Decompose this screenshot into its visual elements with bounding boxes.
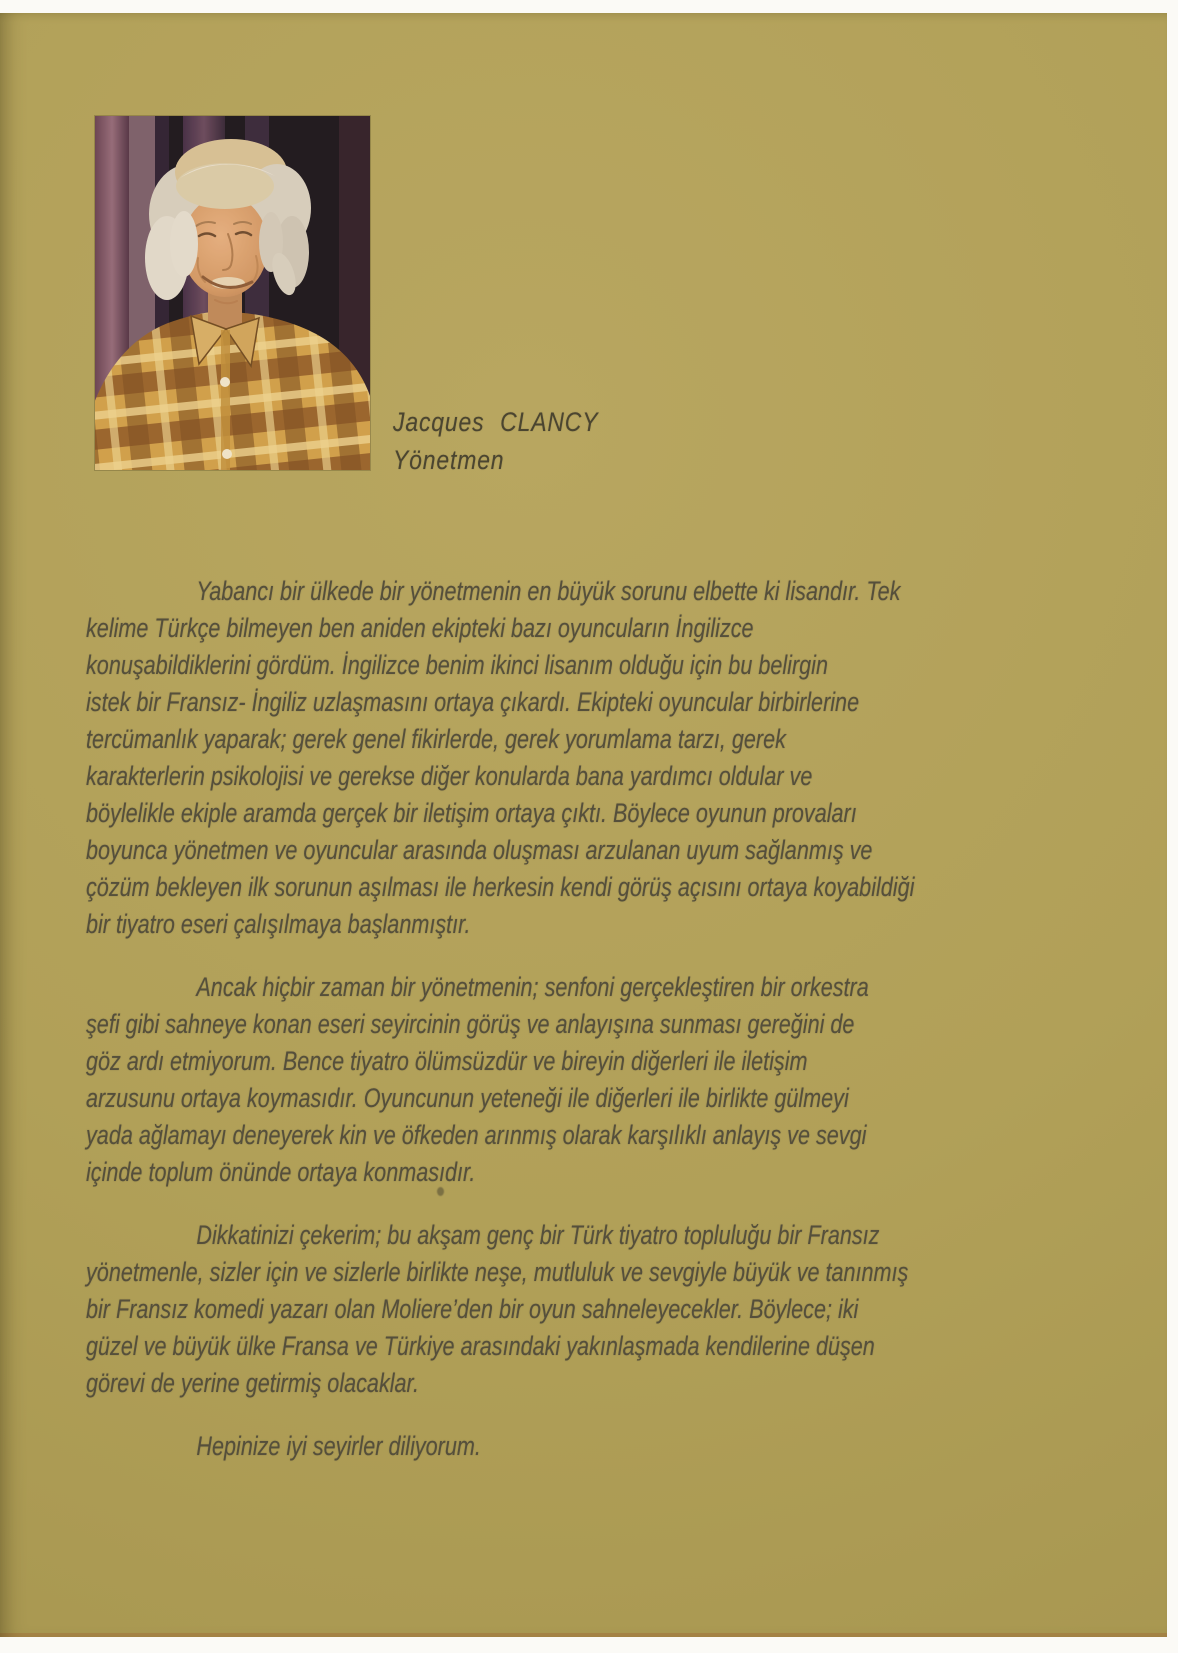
portrait-illustration — [95, 116, 370, 470]
photo-caption — [393, 403, 598, 479]
page-background — [0, 13, 1167, 1637]
text-line: bir tiyatro eseri çalışılmaya başlanmıştır. — [86, 909, 471, 939]
text-line: çözüm bekleyen ilk sorunun aşılması ile herkesin kendi görüş açısını ortaya koyabildiği — [86, 872, 915, 902]
paragraph — [86, 1428, 1086, 1465]
text-line: Ancak hiçbir zaman bir yönetmenin; senfoni gerçekleştiren bir orkestra — [196, 972, 869, 1002]
text-line: tercümanlık yaparak; gerek genel fikirlerde, gerek yorumlama tarzı, gerek — [86, 724, 786, 754]
paragraph — [86, 573, 1086, 943]
text-line: bir Fransız komedi yazarı olan Moliere’den bir oyun sahneleyecekler. Böylece; iki — [86, 1294, 859, 1324]
text-line: içinde toplum önünde ortaya konmasıdır. — [86, 1157, 476, 1187]
text-line: kelime Türkçe bilmeyen ben aniden ekipteki bazı oyuncuların İngilizce — [86, 613, 754, 643]
paragraph — [86, 969, 1086, 1191]
text-line: Yabancı bir ülkede bir yönetmenin en büyük sorunu elbette ki lisandır. Tek — [196, 576, 901, 606]
paragraph — [86, 1217, 1086, 1402]
text-line: göz ardı etmiyorum. Bence tiyatro ölümsüzdür ve bireyin diğerleri ile iletişim — [86, 1046, 808, 1076]
text-line: istek bir Fransız- İngiliz uzlaşmasını ortaya çıkardı. Ekipteki oyuncular birbirlerine — [86, 687, 860, 717]
text-line: karakterlerin psikolojisi ve gerekse diğer konularda bana yardımcı oldular ve — [86, 761, 813, 791]
text-line: yönetmenle, sizler için ve sizlerle birlikte neşe, mutluluk ve sevgiyle büyük ve tanınmış — [86, 1257, 909, 1287]
text-line: böylelikle ekiple aramda gerçek bir iletişim ortaya çıktı. Böylece oyunun provaları — [86, 798, 857, 828]
text-line: boyunca yönetmen ve oyuncular arasında oluşması arzulanan uyum sağlanmış ve — [86, 835, 873, 865]
text-line: şefi gibi sahneye konan eseri seyircinin görüş ve anlayışına sunması gereğini de — [86, 1009, 855, 1039]
body-text — [86, 573, 1086, 1491]
portrait-photo — [95, 116, 370, 470]
text-line: yada ağlamayı deneyerek kin ve öfkeden arınmış olarak karşılıklı anlayış ve sevgi — [86, 1120, 867, 1150]
text-line: görevi de yerine getirmiş olacaklar. — [86, 1368, 419, 1398]
text-line: konuşabildiklerini gördüm. İngilizce benim ikinci lisanım olduğu için bu belirgin — [86, 650, 828, 680]
caption-person-name: Jacques CLANCY — [393, 407, 599, 437]
text-line: güzel ve büyük ülke Fransa ve Türkiye arasındaki yakınlaşmada kendilerine düşen — [86, 1331, 875, 1361]
scan-artifact-dot — [437, 1187, 444, 1196]
text-line: arzusunu ortaya koymasıdır. Oyuncunun yeteneği ile diğerleri ile birlikte gülmeyi — [86, 1083, 849, 1113]
text-line: Dikkatinizi çekerim; bu akşam genç bir Türk tiyatro topluluğu bir Fransız — [196, 1220, 880, 1250]
caption-person-title: Yönetmen — [393, 445, 505, 475]
text-line: Hepinize iyi seyirler diliyorum. — [196, 1431, 481, 1461]
